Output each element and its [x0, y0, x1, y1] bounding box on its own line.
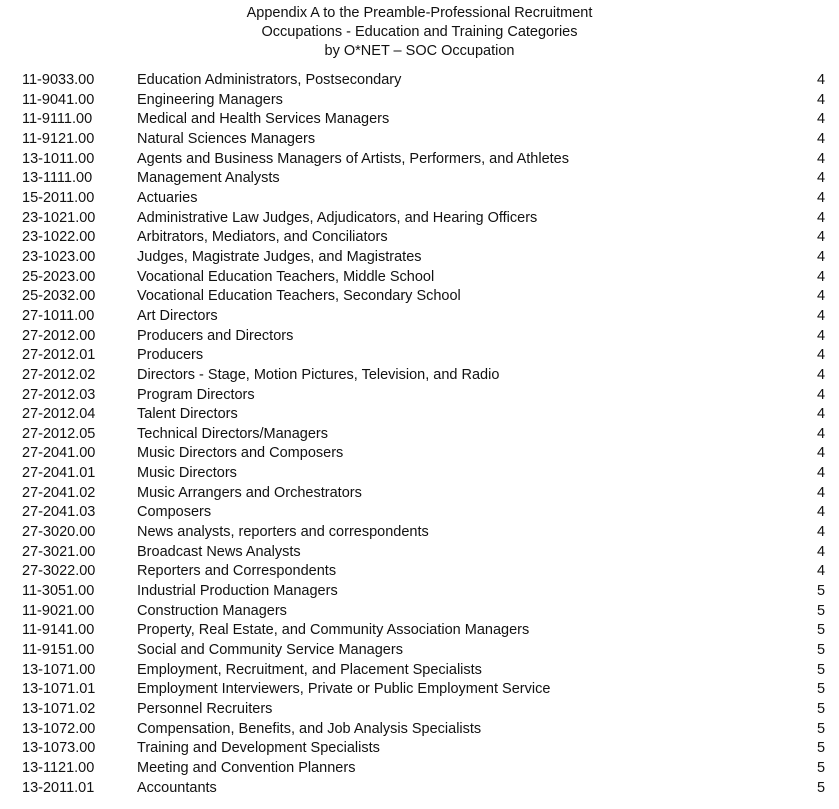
occupation-title: Talent Directors	[137, 406, 238, 423]
education-category: 5	[817, 740, 826, 757]
title-line-2: Occupations - Education and Training Categories	[261, 24, 578, 40]
occupation-row	[0, 543, 839, 563]
occupation-code: 27-2041.01	[22, 465, 96, 482]
education-category: 4	[817, 307, 826, 324]
occupation-code: 27-3021.00	[22, 543, 96, 560]
occupation-row	[0, 700, 839, 720]
occupation-title: Vocational Education Teachers, Secondary School	[137, 288, 461, 305]
occupation-title: Meeting and Convention Planners	[137, 759, 356, 776]
occupation-code: 27-2012.02	[22, 366, 96, 383]
occupation-title: Training and Development Specialists	[137, 740, 380, 757]
occupation-title: Program Directors	[137, 386, 255, 403]
occupation-code: 27-2041.00	[22, 445, 96, 462]
occupation-row	[0, 91, 839, 111]
education-category: 5	[817, 759, 826, 776]
education-category: 5	[817, 602, 826, 619]
occupation-code: 23-1021.00	[22, 209, 96, 226]
education-category: 5	[817, 622, 826, 639]
occupation-row	[0, 425, 839, 445]
education-category: 4	[817, 484, 826, 501]
education-category: 4	[817, 524, 826, 541]
education-category: 4	[817, 406, 826, 423]
education-category: 4	[817, 268, 826, 285]
occupation-code: 13-1071.01	[22, 681, 96, 698]
occupation-code: 11-9111.00	[22, 111, 93, 128]
occupation-title: Education Administrators, Postsecondary	[137, 72, 402, 88]
occupation-code: 25-2032.00	[22, 288, 96, 305]
occupation-title: Construction Managers	[137, 602, 287, 619]
occupation-title: Producers	[137, 347, 204, 364]
occupation-title: Engineering Managers	[137, 91, 283, 108]
occupation-code: 27-1011.00	[22, 307, 95, 324]
occupation-row	[0, 661, 839, 681]
education-category: 4	[817, 72, 826, 88]
occupation-row	[0, 680, 839, 700]
education-category: 4	[817, 248, 826, 265]
occupation-row	[0, 405, 839, 425]
education-category: 5	[817, 720, 826, 737]
occupation-row	[0, 759, 839, 779]
occupation-row	[0, 779, 839, 799]
education-category: 4	[817, 425, 826, 442]
occupation-row	[0, 248, 839, 268]
education-category: 5	[817, 642, 826, 659]
education-category: 4	[817, 111, 826, 128]
education-category: 4	[817, 209, 826, 226]
occupation-row	[0, 169, 839, 189]
education-category: 5	[817, 661, 826, 678]
occupation-title: Art Directors	[137, 307, 218, 324]
occupation-row	[0, 189, 839, 209]
occupation-title: Property, Real Estate, and Community Association Managers	[137, 622, 530, 639]
occupation-title: Music Arrangers and Orchestrators	[137, 484, 362, 501]
occupation-title: Medical and Health Services Managers	[137, 111, 390, 128]
education-category: 4	[817, 327, 826, 344]
title-line-3: by O*NET – SOC Occupation	[324, 43, 515, 59]
occupation-code: 15-2011.00	[22, 189, 95, 206]
education-category: 5	[817, 583, 826, 600]
occupation-row	[0, 386, 839, 406]
occupation-row	[0, 464, 839, 484]
education-category: 5	[817, 779, 826, 796]
occupation-code: 27-2041.03	[22, 504, 96, 521]
occupation-code: 27-2012.03	[22, 386, 96, 403]
education-category: 4	[817, 189, 826, 206]
occupation-code: 27-2012.01	[22, 347, 96, 364]
occupation-title: Employment, Recruitment, and Placement Specialists	[137, 661, 482, 678]
education-category: 4	[817, 229, 826, 246]
occupation-title: Accountants	[137, 779, 217, 796]
document-title	[0, 4, 839, 61]
education-category: 4	[817, 130, 826, 147]
occupation-title: Personnel Recruiters	[137, 701, 273, 717]
occupation-code: 27-2041.02	[22, 484, 96, 501]
occupation-row	[0, 484, 839, 504]
occupation-row	[0, 130, 839, 150]
occupation-title: Agents and Business Managers of Artists, Performers, and Athletes	[137, 150, 569, 167]
occupation-code: 23-1023.00	[22, 248, 96, 265]
occupation-title: Directors - Stage, Motion Pictures, Television, and Radio	[137, 366, 500, 383]
occupation-title: Music Directors and Composers	[137, 445, 344, 462]
occupation-row	[0, 720, 839, 740]
occupation-row	[0, 228, 839, 248]
occupation-title: Social and Community Service Managers	[137, 642, 403, 659]
occupation-code: 11-9041.00	[22, 91, 95, 108]
occupation-row	[0, 503, 839, 523]
occupation-title: Music Directors	[137, 465, 237, 482]
occupation-code: 11-9151.00	[22, 642, 95, 659]
education-category: 4	[817, 465, 826, 482]
education-category: 5	[817, 681, 826, 698]
occupation-row	[0, 602, 839, 622]
occupation-title: Actuaries	[137, 189, 198, 206]
occupation-title: Broadcast News Analysts	[137, 543, 301, 560]
education-category: 4	[817, 543, 826, 560]
education-category: 4	[817, 288, 826, 305]
occupation-code: 11-9121.00	[22, 130, 95, 147]
occupation-title: Arbitrators, Mediators, and Conciliators	[137, 229, 388, 246]
occupation-row	[0, 71, 839, 91]
education-category: 4	[817, 150, 826, 167]
occupation-code: 13-1071.00	[22, 661, 96, 678]
occupation-code: 13-1011.00	[22, 150, 95, 167]
occupation-title: Reporters and Correspondents	[137, 563, 337, 580]
occupation-row	[0, 110, 839, 130]
occupation-code: 25-2023.00	[22, 268, 96, 285]
occupation-row	[0, 523, 839, 543]
occupation-title: Compensation, Benefits, and Job Analysis Specialists	[137, 720, 482, 737]
education-category: 4	[817, 386, 826, 403]
occupation-title: Composers	[137, 504, 212, 521]
occupation-title: Administrative Law Judges, Adjudicators, and Hearing Officers	[137, 209, 538, 226]
occupation-row	[0, 582, 839, 602]
occupation-code: 27-2012.04	[22, 406, 96, 423]
education-category: 4	[817, 504, 826, 521]
occupation-code: 13-1111.00	[22, 170, 93, 187]
occupation-row	[0, 327, 839, 347]
occupation-code: 27-2012.05	[22, 425, 96, 442]
occupation-title: Natural Sciences Managers	[137, 130, 316, 147]
education-category: 4	[817, 366, 826, 383]
occupation-code: 11-9033.00	[22, 72, 95, 88]
occupation-row	[0, 562, 839, 582]
title-line-1: Appendix A to the Preamble-Professional Recruitment	[246, 5, 593, 21]
education-category: 4	[817, 91, 826, 108]
occupation-code: 13-1072.00	[22, 720, 96, 737]
occupation-row	[0, 150, 839, 170]
education-category: 4	[817, 170, 826, 187]
occupation-title: Technical Directors/Managers	[137, 425, 328, 442]
occupation-row	[0, 287, 839, 307]
occupation-code: 27-3020.00	[22, 524, 96, 541]
occupation-code: 11-9141.00	[22, 622, 95, 639]
occupation-row	[0, 346, 839, 366]
occupation-code: 23-1022.00	[22, 229, 96, 246]
occupation-title: Management Analysts	[137, 170, 280, 187]
education-category: 4	[817, 563, 826, 580]
occupation-title: Employment Interviewers, Private or Public Employment Service	[137, 681, 551, 698]
occupation-title: News analysts, reporters and correspondents	[137, 524, 429, 541]
occupation-title: Vocational Education Teachers, Middle School	[137, 268, 435, 285]
occupation-code: 27-3022.00	[22, 563, 96, 580]
occupation-list	[0, 71, 839, 798]
occupation-title: Judges, Magistrate Judges, and Magistrates	[137, 248, 422, 265]
occupation-code: 13-1073.00	[22, 740, 96, 757]
occupation-row	[0, 621, 839, 641]
occupation-title: Industrial Production Managers	[137, 583, 338, 600]
education-category: 4	[817, 445, 826, 462]
occupation-title: Producers and Directors	[137, 327, 294, 344]
occupation-code: 27-2012.00	[22, 327, 96, 344]
occupation-code: 13-2011.01	[22, 779, 95, 796]
occupation-code: 13-1071.02	[22, 701, 96, 717]
occupation-row	[0, 444, 839, 464]
occupation-code: 11-3051.00	[22, 583, 95, 600]
occupation-code: 13-1121.00	[22, 759, 95, 776]
occupation-row	[0, 641, 839, 661]
education-category: 5	[817, 701, 826, 717]
education-category: 4	[817, 347, 826, 364]
occupation-row	[0, 739, 839, 759]
occupation-code: 11-9021.00	[22, 602, 95, 619]
occupation-row	[0, 307, 839, 327]
occupation-row	[0, 268, 839, 288]
occupation-row	[0, 366, 839, 386]
occupation-row	[0, 209, 839, 229]
